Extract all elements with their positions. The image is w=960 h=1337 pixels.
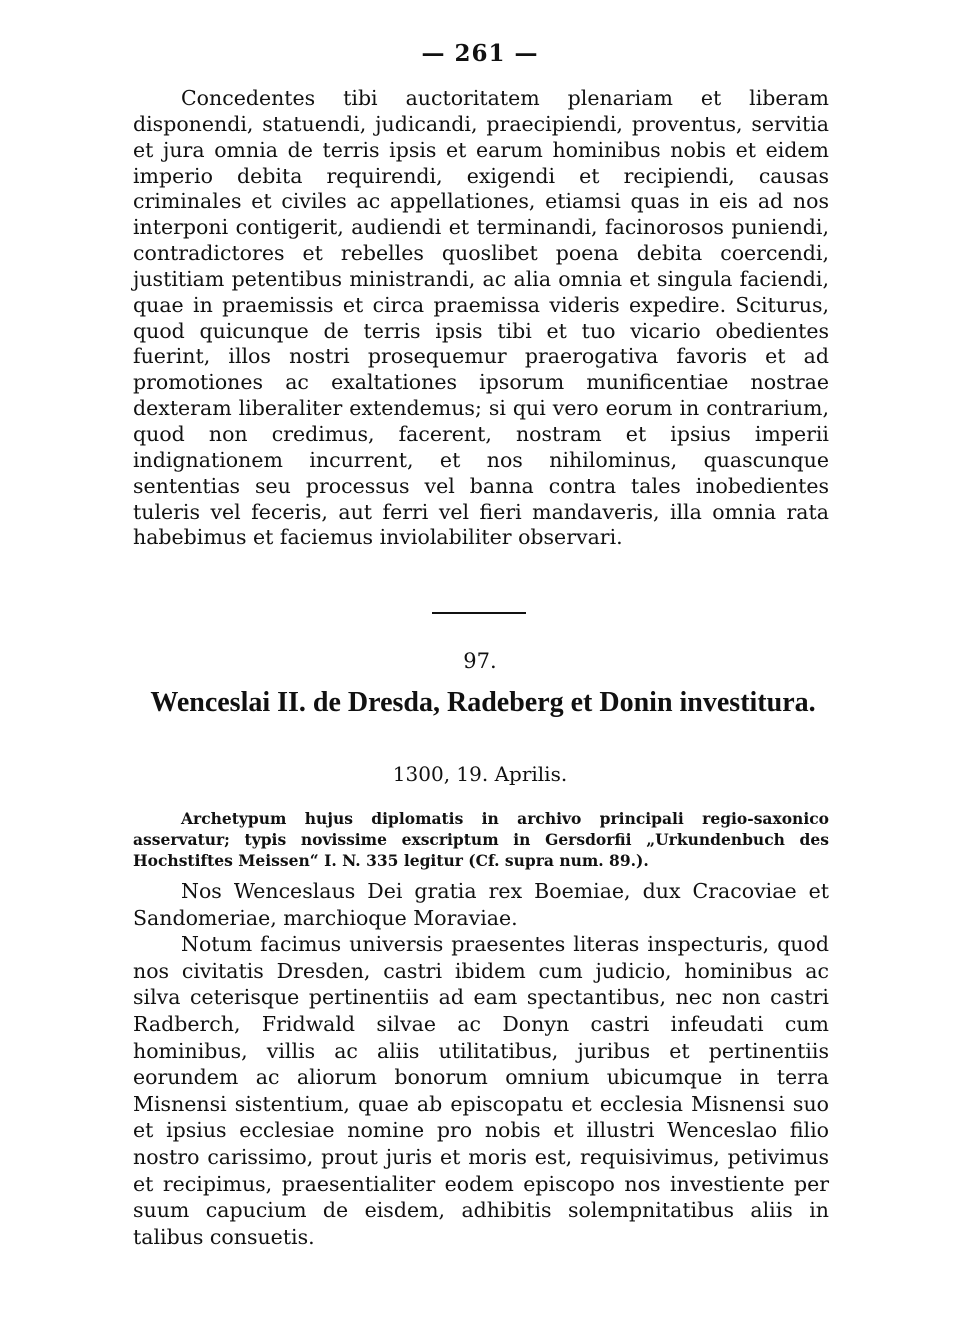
page-number: — 261 — bbox=[421, 40, 539, 67]
document-paragraph-intitulatio: Nos Wenceslaus Dei gratia rex Boemiae, dux Cracoviae et Sandomeriae, marchioque Moraviae. bbox=[133, 879, 829, 930]
archival-note bbox=[133, 808, 829, 871]
section-divider bbox=[432, 612, 526, 614]
document-body bbox=[133, 878, 829, 1250]
archival-note-text: Archetypum hujus diplomatis in archivo principali regio-saxonico asservatur; typis novissime exscriptum in Gersdorfii „Urkundenbuch des Hochstiftes Meissen“ I. N. 335 legitur (Cf. supra num. 89.). bbox=[133, 809, 829, 870]
previous-document-text bbox=[133, 86, 829, 551]
previous-document-paragraph: Concedentes tibi auctoritatem plenariam et liberam disponendi, statuendi, judicandi, praecipiendi, proventus, servitia et jura omnia de terris ipsis et earum hominibus nobis et eidem imperio debita requirendi, exigendi et recipiendi, causas criminales et civiles ac appellationes, etiamsi quas in eis ad nos interponi contigerit, audiendi et terminandi, facinorosos puniendi, contradictores et rebelles quoslibet poena debita coercendi, justitiam petentibus ministrandi, ac alia omnia et singula faciendi, quae in praemissis et circa praemissa videris expedire. Sciturus, quod quicunque de terris ipsis tibi et tuo vicario obedientes fuerint, illos nostri prosequemur praerogativa favoris et ad promotiones ac exaltationes ipsorum munificentiae nostrae dexteram liberaliter extendemus; si qui vero eorum in contrarium, quod non credimus, facerent, nostram et ipsius imperii indignationem incurrent, et nos nihilominus, quascunque sententias seu processus vel banna contra tales inobedientes tuleris vel feceris, aut ferri vel fieri mandaveris, illa omnia rata habebimus et faciemus inviolabiliter observari. bbox=[133, 86, 829, 550]
document-number: 97. bbox=[463, 649, 497, 673]
document-title: Wenceslai II. de Dresda, Radeberg et Donin investitura. bbox=[150, 687, 816, 718]
document-date: 1300, 19. Aprilis. bbox=[392, 762, 568, 786]
document-paragraph-main: Notum facimus universis praesentes literas inspecturis, quod nos civitatis Dresden, castri ibidem cum judicio, hominibus ac silva ceterisque pertinentiis ad eam spectantibus, nec non castri Radberch, Fridwald silvae ac Donyn castri infeudati cum hominibus, villis ac aliis utilitatibus, juribus et pertinentiis eorundem ac aliorum bonorum omnium ubicumque in terra Misnensi sistentium, quae ab episcopatu et ecclesia Misnensi suo et ipsius ecclesiae nomine pro nobis et illustri Wenceslao filio nostro carissimo, prout juris et moris est, requisivimus, petivimus et recipimus, praesentialiter eodem episcopo nos investiente per suum capucium de eisdem, adhibitis solempnitatibus aliis in talibus consuetis. bbox=[133, 932, 829, 1249]
